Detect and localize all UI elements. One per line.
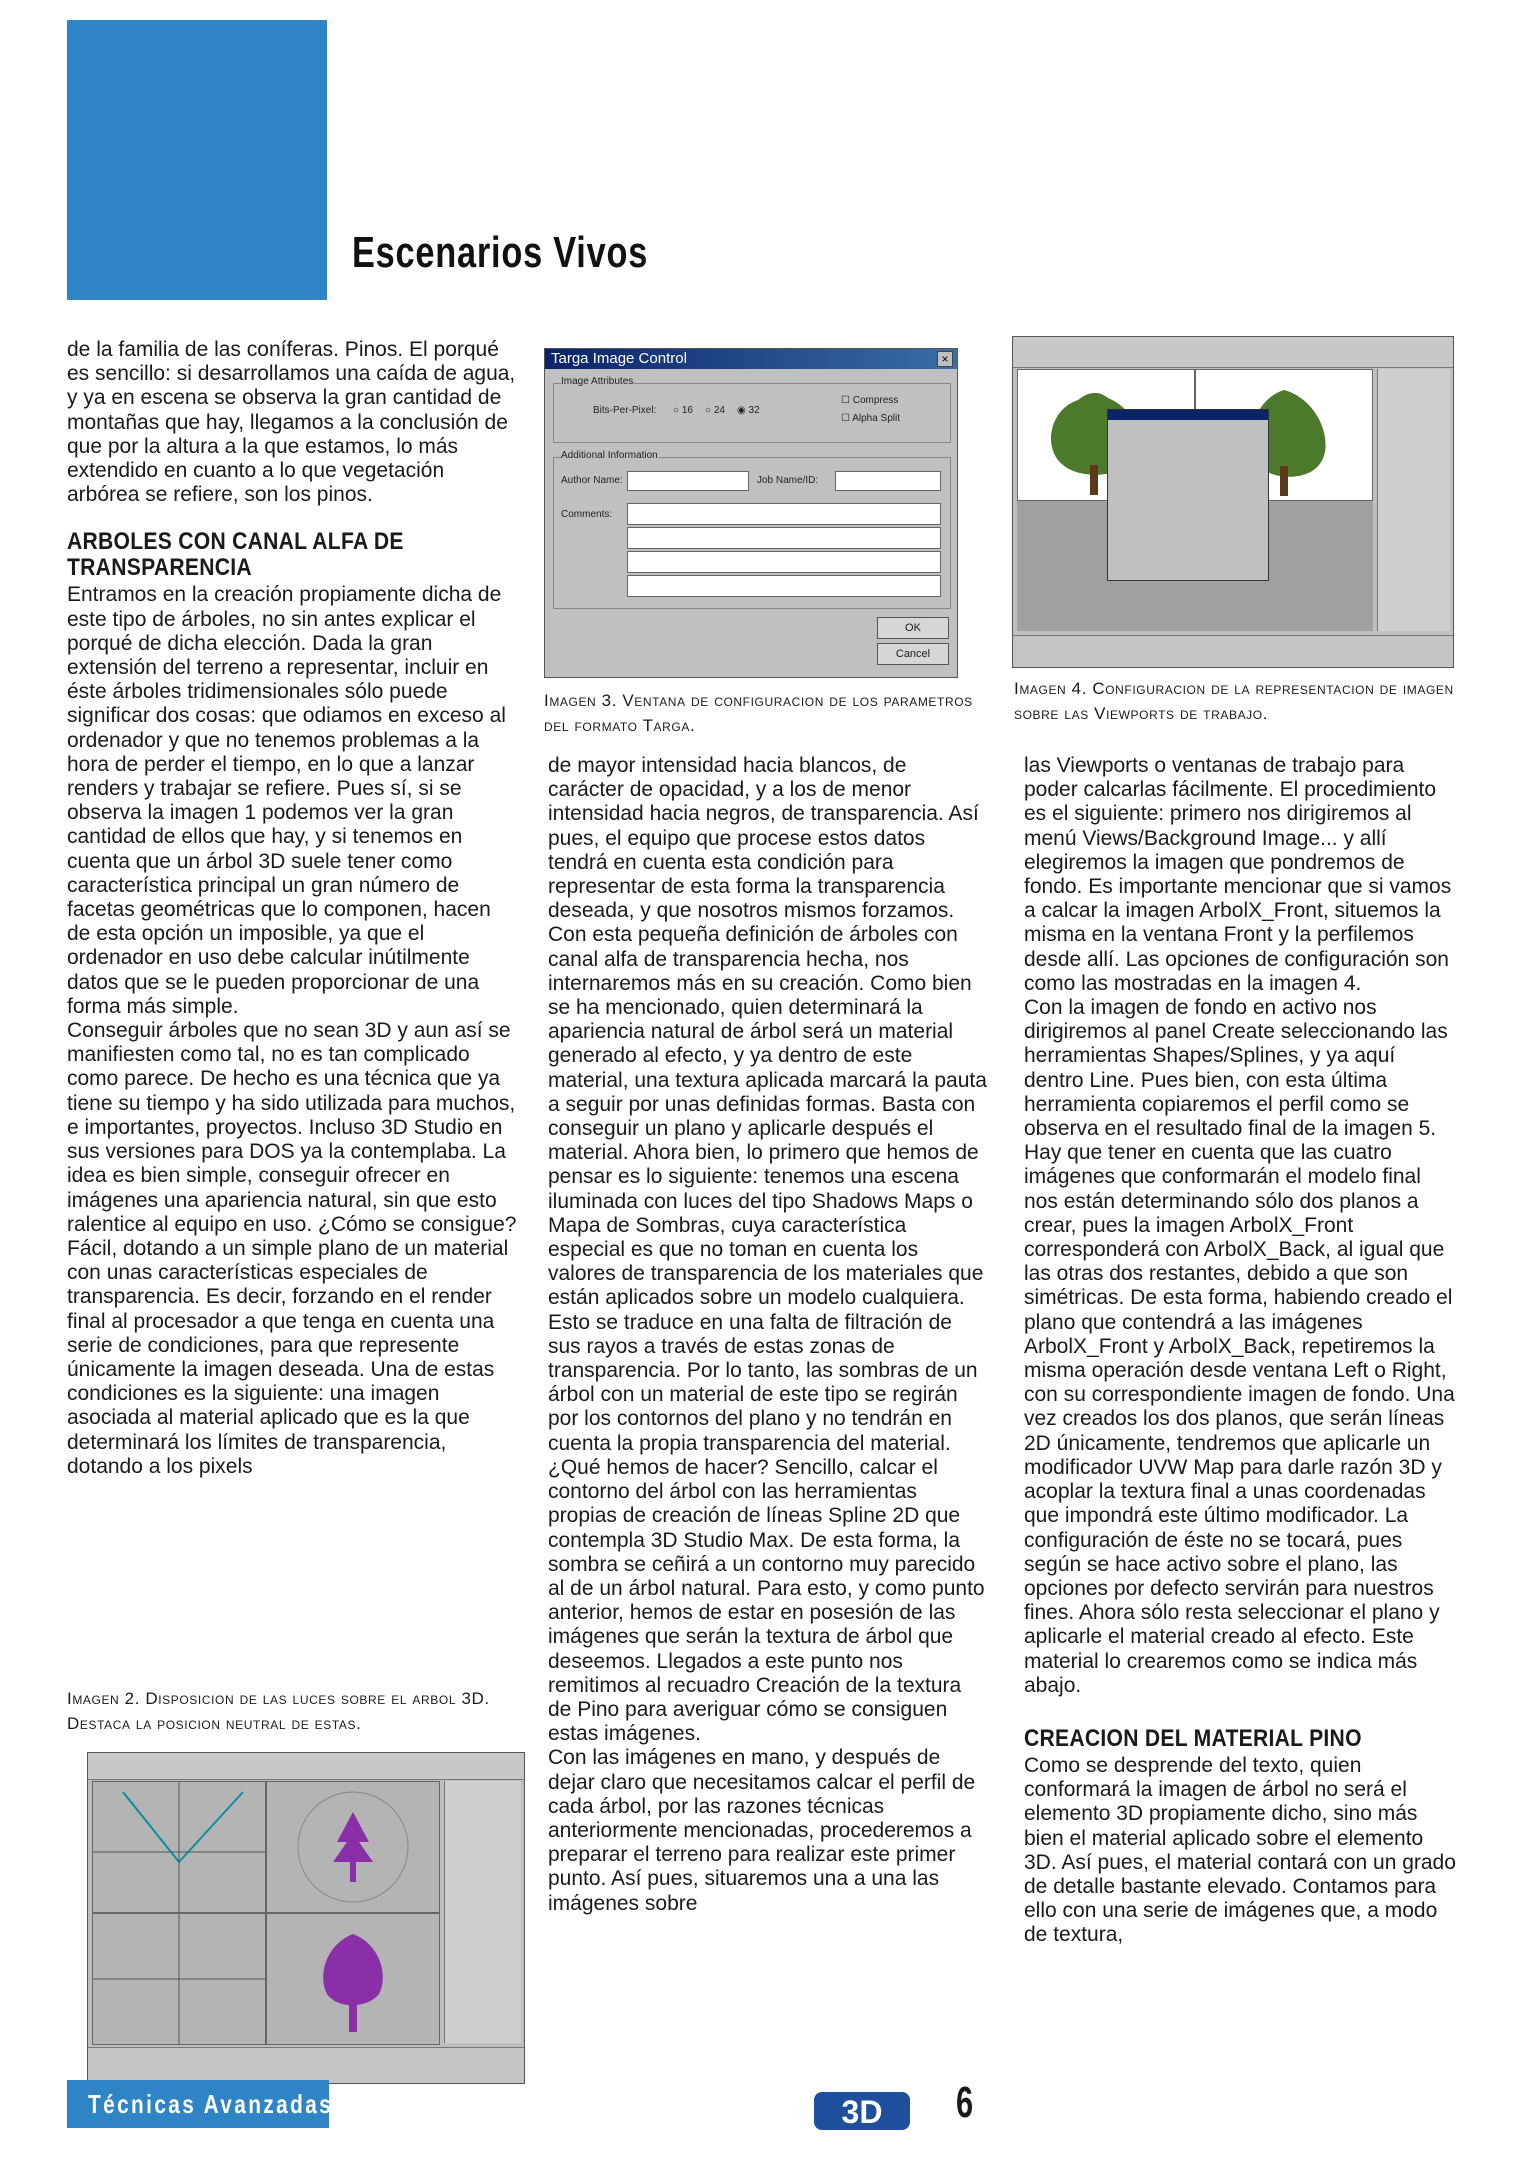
command-panel [444,1781,521,2043]
comments-input-2[interactable] [627,527,941,549]
col3-heading: CREACION DEL MATERIAL PINO [1024,1724,1362,1752]
image-2-3dsmax-viewports [87,1752,525,2084]
page-number: 6 [956,2078,974,2127]
col3-paragraph-2: Con la imagen de fondo en activo nos dirigiremos al panel Create seleccionando las herramientas Shapes/Splines, y ya aquí dentro Line. Pues bien, con esta última herramienta copiaremos el perfil como se observa en el resultado final de la imagen 5. Hay que tener en cuenta que las cuatro imágenes que conformarán el modelo final nos están determinando sólo dos planos a crear, pues la imagen ArbolX_Front corresponderá con ArbolX_Back, al igual que las otras dos restantes, debido a que son simétricas. De esta forma, habiendo creado el plano que contendrá a las imágenes ArbolX_Front y ArbolX_Back, repetiremos la misma operación desde ventana Left o Right, con su correspondiente imagen de fondo. Una vez creados los dos planos, que serán líneas 2D únicamente, tendremos que aplicarle un modificador UVW Map para darle razón 3D y acoplar la textura final a unas coordenadas que impondrá este último modificador. La configuración de éste no se tocará, pues según se hace activo sobre el plano, las opciones por defecto servirán para nuestros fines. Ahora sólo resta seleccionar el plano y aplicarle el material creado al efecto. Este material lo crearemos como se indica más abajo. [1024,996,1455,1697]
comments-input-3[interactable] [627,551,941,573]
author-name-input[interactable] [627,471,749,491]
targa-title: Targa Image Control [551,350,687,367]
column-2 [548,754,988,1916]
caption-image-2: Imagen 2. Disposicion de las luces sobre el arbol 3D. Destaca la posicion neutral de estas. [67,1689,490,1733]
col2-paragraph-2: Con esta pequeña definición de árboles con canal alfa de transparencia hecha, nos internaremos más en su creación. Como bien se ha mencionado, quien determinará la apariencia natural de árbol será un material generado al efecto, y ya dentro de este material, una textura aplicada marcará la pauta a seguir por unas definidas formas. Basta con conseguir un plano y aplicarle después el material. Ahora bien, lo primero que hemos de pensar es lo siguiente: tenemos una escena iluminada con luces del tipo Shadows Maps o Mapa de Sombras, cuya característica especial es que no toman en cuenta los valores de transparencia de los materiales que están aplicados sobre un modelo cualquiera. Esto se traduce en una falta de filtración de sus rayos a través de estas zonas de transparencia. Por lo tanto, las sombras de un árbol con un material de este tipo se regirán por los contornos del plano y no tendrán en cuenta la propia transparencia del material. ¿Qué hemos de hacer? Sencillo, calcar el contorno del árbol con las herramientas propias de creación de líneas Spline 2D que contempla 3D Studio Max. De esta forma, la sombra se ceñirá a un contorno muy parecido al de un árbol natural. Para esto, y como punto anterior, hemos de estar en posesión de las imágenes que serán la textura de árbol que deseemos. Llegados a este punto nos remitimos al recuadro Creación de la textura de Pino para averiguar cómo se consiguen estas imágenes. [548,923,987,1746]
status-bar [88,2047,524,2084]
image-4-background-image-config [1012,336,1454,668]
ok-button[interactable]: OK [877,617,949,639]
bits-32-radio[interactable]: ◉ 32 [737,405,760,416]
cancel-button[interactable]: Cancel [877,643,949,665]
col1-paragraph-2: Conseguir árboles que no sean 3D y aun así se manifiesten como tal, no es tan complicado como parece. De hecho es una técnica que ya tiene su tiempo y ha sido utilizada para muchos, e importantes, proyectos. Incluso 3D Studio en sus versiones para DOS ya la contemplaba. La idea es bien simple, conseguir ofrecer en imágenes una apariencia natural, sin que esto ralentice al equipo en uso. ¿Cómo se consigue? Fácil, dotando a un simple plano de un material con unas características especiales de transparencia. Es decir, forzando en el render final al procesador a que tenga en cuenta una serie de condiciones, para que represente únicamente la imagen deseada. Una de estas condiciones es la siguiente: una imagen asociada al material aplicado que es la que determinará los límites de transparencia, dotando a los pixels [67,1019,517,1478]
bits-16-radio[interactable]: ○ 16 [673,405,693,416]
col1-paragraph-1: Entramos en la creación propiamente dicha de este tipo de árboles, no sin antes explicar el porqué de dicha elección. Dada la gran extensión del terreno a representar, incluir en éste árboles tridimensionales sólo puede significar dos cosas: que odiamos en exceso al ordenador y que no tenemos problemas a la hora de perder el tiempo, en lo que a lanzar renders y trabajar se refiere. Pues sí, si se observa la imagen 1 podemos ver la gran cantidad de ellos que hay, y si tenemos en cuenta que un árbol 3D suele tener como característica principal un gran número de facetas geométricas que lo componen, hacen de esta opción un imposible, ya que el ordenador en uso debe calcular inútilmente datos que se le pueden proporcionar de una forma más simple. [67,583,506,1018]
col2-paragraph-3: Con las imágenes en mano, y después de dejar claro que necesitamos calcar el perfil de cada árbol, por las razones técnicas anteriormente mencionadas, procederemos a preparar el terreno para realizar este primer punto. Así pues, situaremos una a una las imágenes sobre [548,1746,976,1915]
status-bar-4 [1013,635,1453,668]
col2-paragraph-1: de mayor intensidad hacia blancos, de carácter de opacidad, y a los de menor intensidad hacia negros, de transparencia. Así pues, el equipo que procese estos datos tendrá en cuenta esta condición para representar de esta forma la transparencia deseada, y que nosotros mismos forzamos. [548,754,979,923]
background-image-dialog [1107,409,1269,581]
perspective-viewport-tree [267,1782,439,1912]
comments-input-4[interactable] [627,575,941,597]
front-viewport-grid [93,1914,265,2044]
image-attributes-label: Image Attributes [561,376,634,387]
footer-section-label: Técnicas Avanzadas [88,2089,334,2119]
logo-text: 3D [841,2094,883,2130]
comments-input-1[interactable] [627,503,941,525]
magazine-logo [814,2086,914,2136]
col1-intro: de la familia de las coníferas. Pinos. El porqué es sencillo: si desarrollamos una caída de agua, y ya en escena se observa la gran cantidad de montañas que hay, llegamos a la conclusión de que por la altura a la que estamos, lo más extendido en cuanto a lo que vegetación arbórea se refiere, son los pinos. [67,338,516,507]
bits-per-pixel-label: Bits-Per-Pixel: [593,405,657,416]
col3-paragraph-3: Como se desprende del texto, quien conformará la imagen de árbol no será el elemento 3D propiamente dicho, sino más bien el material aplicado sobre el elemento 3D. Así pues, el material contará con un grado de detalle bastante elevado. Contamos para ello con una serie de imágenes que, a modo de textura, [1024,1753,1456,1947]
bits-24-radio[interactable]: ○ 24 [705,405,725,416]
caption-image-4: Imagen 4. Configuracion de la representacion de imagen sobre las Viewports de trabajo. [1014,679,1454,723]
col1-heading: ARBOLES CON CANAL ALFA DE TRANSPARENCIA [67,528,404,582]
column-3 [1024,754,1456,1948]
caption-image-3: Imagen 3. Ventana de configuracion de los parametros del formato Targa. [544,691,973,735]
targa-title-bar [545,349,957,369]
job-name-input[interactable] [835,471,941,491]
compress-checkbox[interactable]: ☐ Compress [841,395,899,406]
job-name-label: Job Name/ID: [757,475,819,486]
command-panel-right [1377,369,1450,631]
alpha-split-checkbox[interactable]: ☐ Alpha Split [841,413,901,424]
close-icon[interactable]: × [937,351,953,367]
comments-label: Comments: [561,509,613,520]
image-3-targa-dialog [544,348,958,678]
col3-paragraph-1: las Viewports o ventanas de trabajo para poder calcarlas fácilmente. El procedimiento es el siguiente: primero nos dirigiremos al menú Views/Background Image... y allí elegiremos la imagen que pondremos de fondo. Es importante mencionar que si vamos a calcar la imagen ArbolX_Front, situemos la misma en la ventana Front y la perfilemos desde allí. Las opciones de configuración son como las mostradas en la imagen 4. [1024,754,1452,995]
top-viewport-lights [93,1782,265,1912]
column-1 [67,338,517,1479]
section-title: Escenarios Vivos [352,228,649,277]
additional-info-label: Additional Information [561,450,658,461]
header-color-block [67,20,327,300]
author-name-label: Author Name: [561,475,623,486]
left-viewport-tree [267,1914,439,2044]
